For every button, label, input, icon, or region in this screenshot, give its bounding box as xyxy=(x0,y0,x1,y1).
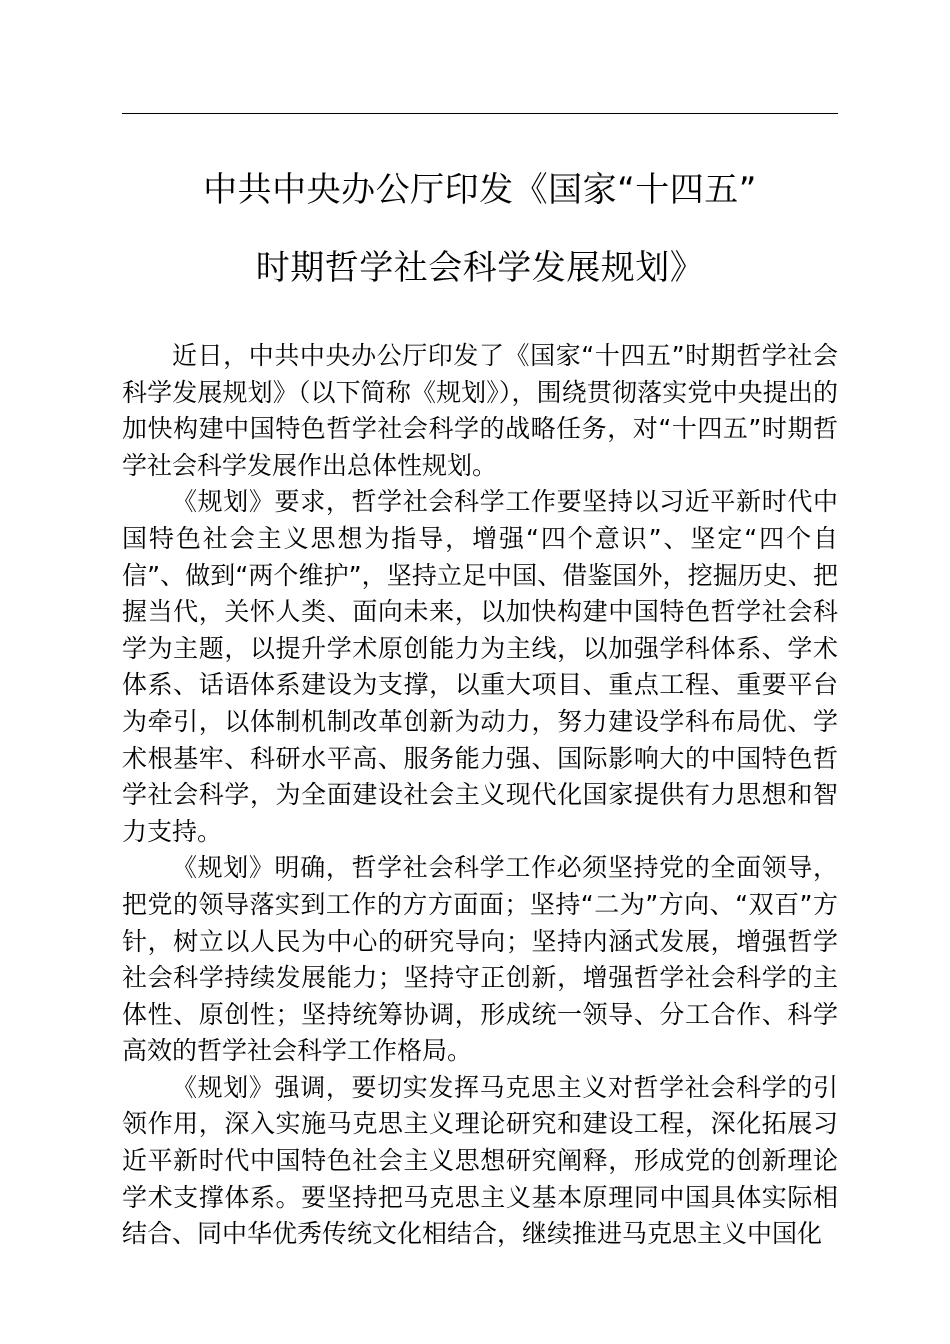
document-title xyxy=(122,170,838,288)
header-rule xyxy=(122,113,838,114)
paragraph-4: 《规划》强调，要切实发挥马克思主义对哲学社会科学的引领作用，深入实施马克思主义理论研究和建设工程，深化拓展习近平新时代中国特色社会主义思想研究阐释，形成党的创新理论学术支撑体系。要坚持把马克思主义基本原理同中国具体实际相结合、同中华优秀传统文化相结合，继续推进马克思主义中国化 xyxy=(122,1072,838,1249)
paragraph-2: 《规划》要求，哲学社会科学工作要坚持以习近平新时代中国特色社会主义思想为指导，增强“四个意识”、坚定“四个自信”、做到“两个维护”，坚持立足中国、借鉴国外，挖掘历史、把握当代，关怀人类、面向未来，以加快构建中国特色哲学社会科学为主题，以提升学术原创能力为主线，以加强学科体系、学术体系、话语体系建设为支撑，以重大项目、重点工程、重要平台为牵引，以体制机制改革创新为动力，努力建设学科布局优、学术根基牢、科研水平高、服务能力强、国际影响大的中国特色哲学社会科学，为全面建设社会主义现代化国家提供有力思想和智力支持。 xyxy=(122,487,838,846)
document-body xyxy=(122,338,838,1253)
paragraph-3: 《规划》明确，哲学社会科学工作必须坚持党的全面领导，把党的领导落实到工作的方方面面；坚持“二为”方向、“双百”方针，树立以人民为中心的研究导向；坚持内涵式发展，增强哲学社会科学持续发展能力；坚持守正创新，增强哲学社会科学的主体性、原创性；坚持统筹协调，形成统一领导、分工合作、科学高效的哲学社会科学工作格局。 xyxy=(122,853,838,1066)
title-line-2: 时期哲学社会科学发展规划》 xyxy=(255,248,705,288)
title-line-1: 中共中央办公厅印发《国家“十四五” xyxy=(203,170,757,210)
paragraph-1: 近日，中共中央办公厅印发了《国家“十四五”时期哲学社会科学发展规划》（以下简称《规划》），围绕贯彻落实党中央提出的加快构建中国特色哲学社会科学的战略任务，对“十四五”时期哲学社会科学发展作出总体性规划。 xyxy=(122,341,838,480)
